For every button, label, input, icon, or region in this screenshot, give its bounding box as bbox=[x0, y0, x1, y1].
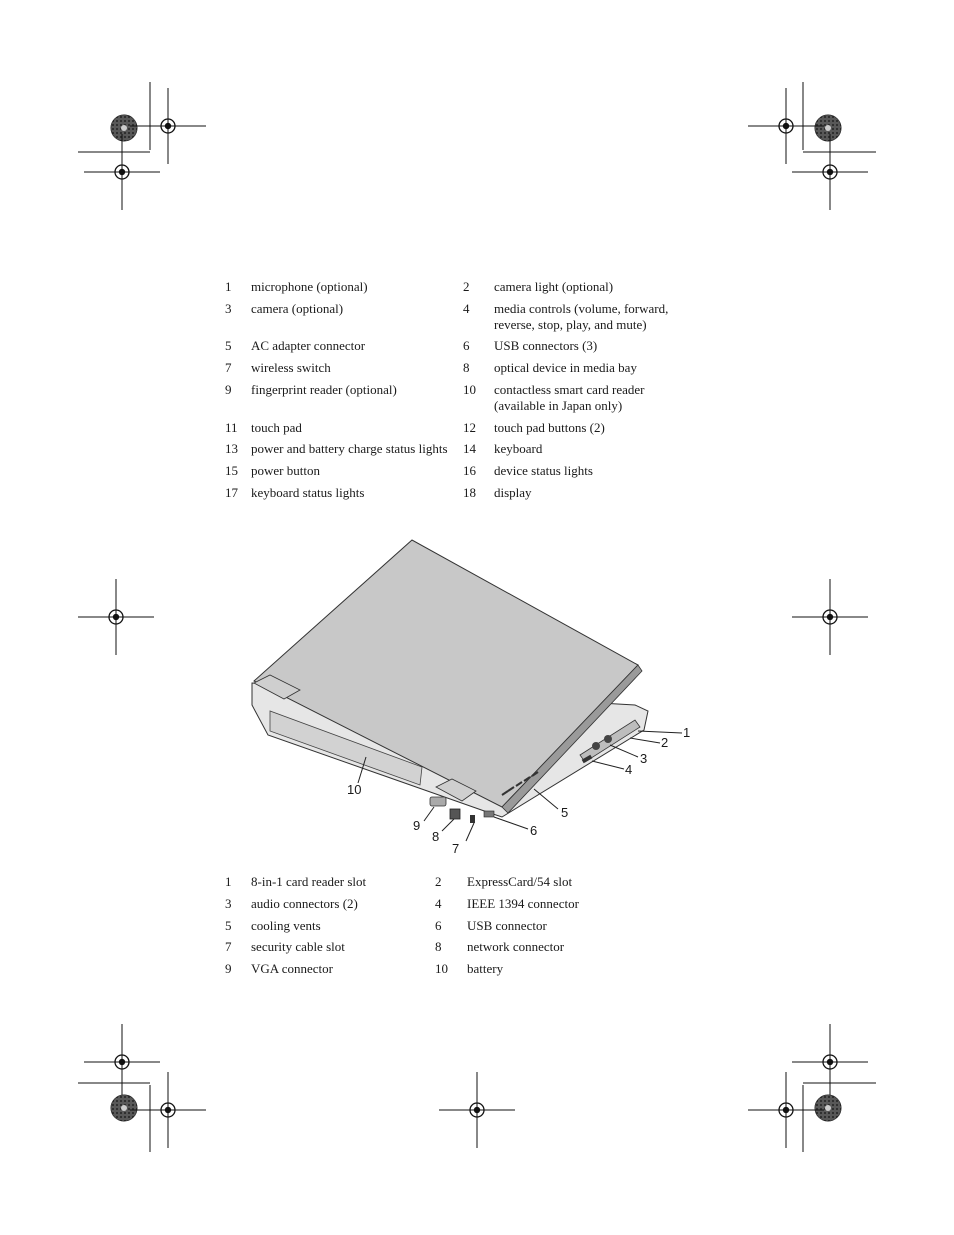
callout-label: 5 bbox=[561, 805, 569, 820]
vga-connector-icon bbox=[430, 797, 446, 806]
item-label: 8-in-1 card reader slot bbox=[251, 874, 367, 889]
color-burst-icon bbox=[111, 1095, 137, 1121]
callout-label: 8 bbox=[432, 829, 440, 844]
item-number: 9 bbox=[225, 382, 232, 397]
item-label: battery bbox=[467, 961, 504, 976]
item-label: fingerprint reader (optional) bbox=[251, 382, 397, 397]
callout-label: 3 bbox=[640, 751, 648, 766]
item-number: 2 bbox=[435, 874, 442, 889]
crosshair-icon bbox=[84, 134, 160, 210]
callout-label: 10 bbox=[347, 782, 362, 797]
item-label: USB connector bbox=[467, 918, 547, 933]
item-number: 12 bbox=[463, 420, 476, 435]
color-burst-icon bbox=[815, 115, 841, 141]
callout-label: 6 bbox=[530, 823, 538, 838]
item-number: 5 bbox=[225, 918, 232, 933]
item-number: 1 bbox=[225, 874, 232, 889]
color-burst-icon bbox=[815, 1095, 841, 1121]
item-label: optical device in media bay bbox=[494, 360, 637, 375]
laptop-back-view-figure bbox=[240, 535, 700, 860]
item-number: 9 bbox=[225, 961, 232, 976]
item-label: audio connectors (2) bbox=[251, 896, 358, 911]
item-number: 4 bbox=[435, 896, 442, 911]
item-number: 5 bbox=[225, 338, 232, 353]
crosshair-icon bbox=[78, 579, 154, 655]
item-number: 6 bbox=[463, 338, 470, 353]
item-label: cooling vents bbox=[251, 918, 321, 933]
network-connector-icon bbox=[450, 809, 460, 819]
callout-label: 7 bbox=[452, 841, 460, 856]
item-label: VGA connector bbox=[251, 961, 333, 976]
item-label: keyboard status lights bbox=[251, 485, 365, 500]
item-label: USB connectors (3) bbox=[494, 338, 598, 353]
item-label: microphone (optional) bbox=[251, 279, 368, 294]
crosshair-icon bbox=[439, 1072, 515, 1148]
crosshair-icon bbox=[84, 1024, 160, 1100]
item-number: 4 bbox=[463, 301, 470, 316]
item-number: 7 bbox=[225, 939, 232, 954]
item-label: wireless switch bbox=[251, 360, 331, 375]
item-label: power button bbox=[251, 463, 320, 478]
item-number: 14 bbox=[463, 441, 476, 456]
item-number: 2 bbox=[463, 279, 470, 294]
item-number: 13 bbox=[225, 441, 238, 456]
item-number: 7 bbox=[225, 360, 232, 375]
item-label: media controls (volume, forward, reverse, stop, play, and mute) bbox=[494, 301, 669, 332]
item-number: 15 bbox=[225, 463, 238, 478]
item-number: 8 bbox=[463, 360, 470, 375]
item-label: power and battery charge status lights bbox=[251, 441, 448, 456]
item-label: security cable slot bbox=[251, 939, 345, 954]
item-number: 17 bbox=[225, 485, 238, 500]
item-label: camera (optional) bbox=[251, 301, 344, 316]
crosshair-icon bbox=[130, 88, 206, 164]
item-label: AC adapter connector bbox=[251, 338, 366, 353]
item-label: device status lights bbox=[494, 463, 593, 478]
item-number: 8 bbox=[435, 939, 442, 954]
color-burst-icon bbox=[111, 115, 137, 141]
item-label: contactless smart card reader (available in Japan only) bbox=[494, 382, 645, 413]
callout-label: 1 bbox=[683, 725, 691, 740]
item-label: ExpressCard/54 slot bbox=[467, 874, 573, 889]
item-number: 10 bbox=[463, 382, 476, 397]
item-number: 3 bbox=[225, 301, 232, 316]
callout-label: 9 bbox=[413, 818, 421, 833]
item-label: touch pad buttons (2) bbox=[494, 420, 605, 435]
usb-connector-icon bbox=[484, 811, 494, 817]
item-number: 16 bbox=[463, 463, 476, 478]
item-number: 11 bbox=[225, 420, 238, 435]
crosshair-icon bbox=[792, 579, 868, 655]
item-label: keyboard bbox=[494, 441, 543, 456]
audio-jack-icon bbox=[604, 735, 612, 743]
item-label: camera light (optional) bbox=[494, 279, 614, 294]
item-label: display bbox=[494, 485, 532, 500]
item-label: touch pad bbox=[251, 420, 302, 435]
item-number: 18 bbox=[463, 485, 476, 500]
item-label: network connector bbox=[467, 939, 565, 954]
item-number: 3 bbox=[225, 896, 232, 911]
callout-label: 2 bbox=[661, 735, 669, 750]
item-number: 10 bbox=[435, 961, 448, 976]
callout-label: 4 bbox=[625, 762, 633, 777]
audio-jack-icon bbox=[592, 742, 600, 750]
item-label: IEEE 1394 connector bbox=[467, 896, 579, 911]
item-number: 6 bbox=[435, 918, 442, 933]
security-slot-icon bbox=[470, 815, 475, 823]
item-number: 1 bbox=[225, 279, 232, 294]
crosshair-icon bbox=[748, 88, 824, 164]
